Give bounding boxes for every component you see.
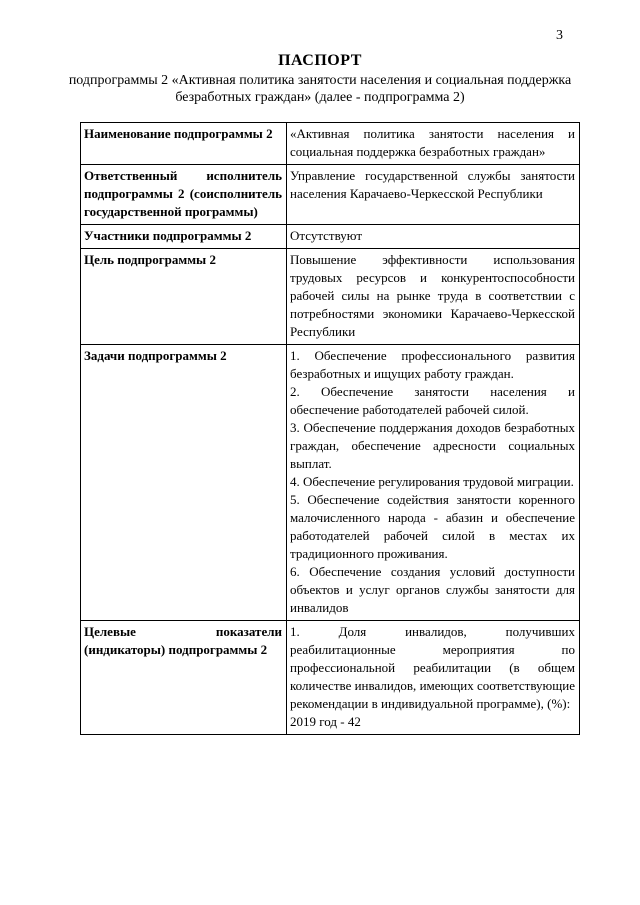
task-item: 4. Обеспечение регулирования трудовой миграции.: [290, 474, 574, 489]
table-row: [81, 165, 580, 225]
row-label: Цель подпрограммы 2: [81, 249, 287, 345]
indicator-item: 1. Доля инвалидов, получивших реабилитационные мероприятия по профессиональной реабилитации (в общем количестве инвалидов, имеющих соответствующие рекомендации в индивидуальной программе), (%):: [290, 624, 575, 711]
task-item: 5. Обеспечение содействия занятости коренного малочисленного народа - абазин и обеспечение работодателей рабочей силой в местах их традиционного проживания.: [290, 492, 575, 561]
table-row: [81, 123, 580, 165]
value-line: Управление государственной службы занятости населения Карачаево-Черкесской Республики: [290, 168, 575, 201]
row-label: Ответственный исполнитель подпрограммы 2 (соисполнитель государственной программы): [81, 165, 287, 225]
table-row: [81, 345, 580, 621]
row-value: [287, 123, 580, 165]
row-label: Наименование подпрограммы 2: [81, 123, 287, 165]
row-label: Задачи подпрограммы 2: [81, 345, 287, 621]
value-line: Повышение эффективности использования трудовых ресурсов и конкурентоспособности рабочей силы на рынке труда в соответствии с потребностями экономики Карачаево-Черкесской Республики: [290, 252, 575, 339]
table-row: [81, 249, 580, 345]
task-item: 1. Обеспечение профессионального развития безработных и ищущих работу граждан.: [290, 348, 575, 381]
row-value: [287, 621, 580, 735]
row-label: Участники подпрограммы 2: [81, 225, 287, 249]
value-line: «Активная политика занятости населения и социальная поддержка безработных граждан»: [290, 126, 575, 159]
task-item: 6. Обеспечение создания условий доступности объектов и услуг органов службы занятости для инвалидов: [290, 564, 575, 615]
row-value: [287, 165, 580, 225]
row-value: [287, 249, 580, 345]
page-number: 3: [556, 28, 563, 43]
document-subtitle: подпрограммы 2 «Активная политика занятости населения и социальная поддержка безработных граждан» (далее - подпрограмма 2): [68, 73, 572, 105]
indicator-year-value: 2019 год - 42: [290, 714, 361, 729]
table-row: [81, 225, 580, 249]
row-label: Целевые показатели (индикаторы) подпрограммы 2: [81, 621, 287, 735]
row-value: [287, 225, 580, 249]
table-row: [81, 621, 580, 735]
task-item: 3. Обеспечение поддержания доходов безработных граждан, обеспечение адресности социальных выплат.: [290, 420, 575, 471]
task-item: 2. Обеспечение занятости населения и обеспечение работодателей рабочей силой.: [290, 384, 575, 417]
document-title: ПАСПОРТ: [278, 52, 362, 69]
row-value: [287, 345, 580, 621]
value-line: Отсутствуют: [290, 228, 363, 243]
passport-table: [80, 122, 580, 735]
